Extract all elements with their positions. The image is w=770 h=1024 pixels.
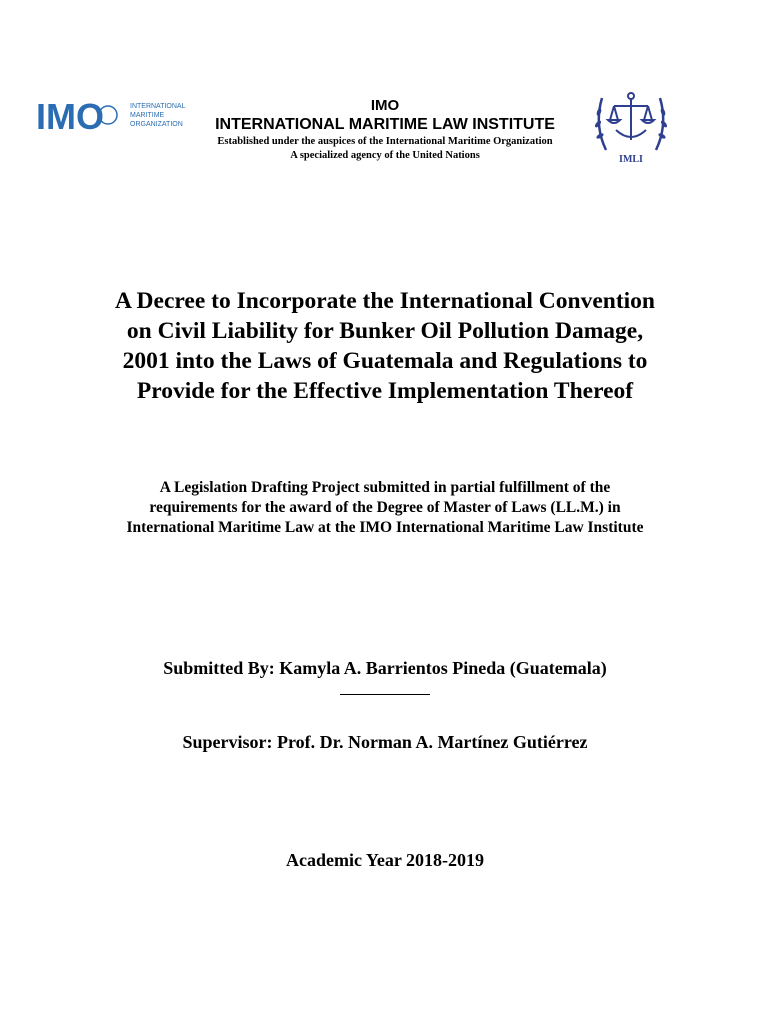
org-short-name: IMO	[370, 97, 400, 114]
imo-logo-line-2: MARITIME	[130, 112, 165, 119]
academic-year: Academic Year 2018-2019	[286, 850, 484, 870]
project-line: A Legislation Drafting Project submitted in partial fulfillment of the	[159, 479, 611, 496]
institute-header	[190, 97, 580, 163]
project-description	[40, 478, 730, 538]
title-line: 2001 into the Laws of Guatemala and Regulations to	[122, 348, 648, 374]
imo-logo-line-1: INTERNATIONAL	[130, 103, 186, 110]
imo-logo-line-3: ORGANIZATION	[130, 121, 183, 128]
imli-emblem	[590, 80, 672, 166]
title-line: on Civil Liability for Bunker Oil Pollution Damage,	[126, 318, 644, 344]
header-subtitle-1: Established under the auspices of the International Maritime Organization	[217, 136, 553, 147]
title-line: Provide for the Effective Implementation Thereof	[136, 378, 634, 404]
submitted-by: Submitted By: Kamyla A. Barrientos Pineda (Guatemala)	[163, 658, 607, 678]
header-subtitle-2: A specialized agency of the United Nations	[290, 150, 480, 161]
document-title	[60, 286, 710, 406]
imo-logo-letters: IMO	[36, 98, 104, 134]
title-line: A Decree to Incorporate the International Convention	[115, 288, 655, 314]
institute-name: INTERNATIONAL MARITIME LAW INSTITUTE	[215, 116, 555, 133]
project-line: requirements for the award of the Degree of Master of Laws (LL.M.) in	[149, 499, 621, 516]
supervisor: Supervisor: Prof. Dr. Norman A. Martínez Gutiérrez	[182, 732, 588, 752]
divider-line	[340, 694, 430, 695]
imli-emblem-label: IMLI	[619, 154, 643, 165]
imo-logo	[36, 98, 196, 134]
project-line: International Maritime Law at the IMO International Maritime Law Institute	[126, 519, 644, 536]
